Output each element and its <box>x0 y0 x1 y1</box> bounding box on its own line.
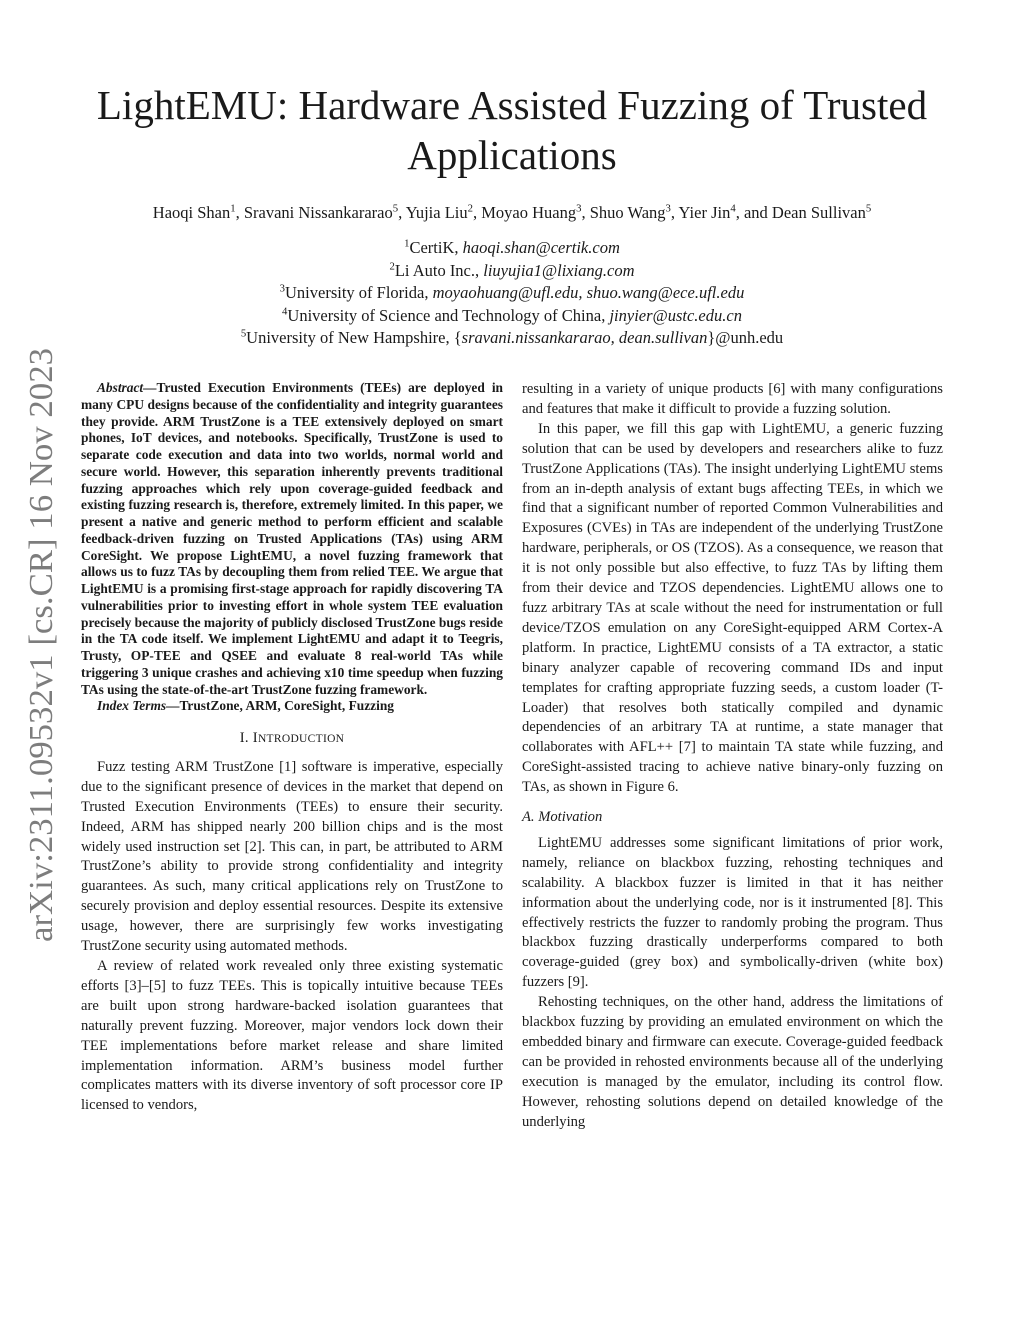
paper-title: LightEMU: Hardware Assisted Fuzzing of Trusted Applications <box>96 82 928 178</box>
body-paragraph: resulting in a variety of unique products [6] with many configurations and features that make it difficult to provide a fuzzing solution. <box>522 381 943 417</box>
index-terms-label: Index Terms— <box>97 698 180 714</box>
email-link[interactable]: moyaohuang@ufl.edu, shuo.wang@ece.ufl.edu <box>432 283 745 302</box>
affiliation: $^2$Li Auto Inc., liuyujia1@lixiang.com <box>389 260 635 280</box>
email-link[interactable]: jinyier@ustc.edu.cn <box>609 305 742 325</box>
author: Yujia Liu <box>405 203 468 222</box>
author-affil-mark: 5 <box>392 202 399 215</box>
abstract <box>81 380 503 698</box>
affiliation: $^1$CertiK, haoqi.shan@certik.com <box>404 237 620 257</box>
body-paragraph: Rehosting techniques, on the other hand, address the limitations of blackbox fuzzing by providing an emulated environment on which the embedded binary and firmware can execute. Coverage-guided feedback can be provided in rehosted environments because all of the underlying execution is managed by the emulator, including its control flow. However, rehosting solutions depend on detailed knowledge of the underlying <box>522 994 943 1130</box>
author-affil-mark: 4 <box>730 202 736 215</box>
body-paragraph: Fuzz testing ARM TrustZone [1] software is imperative, especially due to the significant presence of devices in the market that depend on Trusted Execution Environments (TEEs) to ensure their security. Indeed, ARM has shipped nearly 200 billion chips and is the most widely used instruction set [2]. This can, in part, be attributed to ARM TrustZone’s ability to provide strong confidentiality and integrity guarantees. As such, many critical applications rely on TrustZone to securely provision and deploy essential resources. Despite its extensive usage, however, there are surprisingly few works investigating TrustZone security using automated methods. <box>81 758 503 955</box>
author: Dean Sullivan <box>771 203 866 222</box>
abstract-label: Abstract— <box>97 380 157 395</box>
email-link[interactable]: sravani.nissankararao, dean.sullivan <box>461 328 708 347</box>
index-terms <box>81 698 503 715</box>
author: Sravani Nissankararao <box>243 203 393 222</box>
arxiv-identifier <box>10 346 66 942</box>
author-affil-mark: 2 <box>467 202 473 215</box>
author-affil-mark: 3 <box>576 202 582 215</box>
abstract-text: Trusted Execution Environments (TEEs) are deployed in many CPU designs because of the confidentiality and integrity guarantees they provide. ARM TrustZone is a TEE extensively deployed on smart phones, IoT devices, and notebooks. Specifically, TrustZone is used to separate code execution and data into two worlds, normal world and secure world. However, this separation inherently prevents traditional fuzzing approaches which rely upon coverage-guided feedback and existing fuzzing research is, therefore, extremely limited. In this paper, we present a native and generic method to perform efficient and scalable feedback-driven fuzzing on Trusted Applications (TAs) using ARM CoreSight. We propose LightEMU, a novel fuzzing framework that allows us to fuzz TAs by decoupling them from relied TEE. We argue that LightEMU is a promising first-stage approach for rapidly discovering TA vulnerabilities prior to investing effort in whole system TEE evaluation precisely because the majority of publicly disclosed TrustZone bugs reside in the TA code itself. We implement LightEMU and adapt it to Teegris, Trusty, OP-TEE and QSEE and evaluate 8 real-world TAs while triggering 3 unique crashes and achieving x10 time speedup when fuzzing TAs using the state-of-the-art TrustZone fuzzing framework. <box>81 380 503 697</box>
arxiv-id-text: arXiv:2311.09532v1 [cs.CR] 16 Nov 2023 <box>23 361 60 942</box>
right-column <box>522 380 943 1133</box>
author-affil-mark: 3 <box>665 202 671 215</box>
email-link[interactable]: liuyujia1@lixiang.com <box>483 260 635 280</box>
body-paragraph: A review of related work revealed only three existing systematic efforts [3]–[5] to fuzz TEEs. This is topically intuitive because TEEs are built upon strong hardware-backed isolation guarantees that naturally prevent fuzzing. Moreover, major vendors lock down their TEE implementations before market release and share limited implementation information. ARM’s business model further complicates matters with its diverse inventory of soft processor core IP licensed to vendors, <box>81 957 503 1114</box>
author: Yier Jin <box>678 203 731 222</box>
affiliation: $^4$University of Science and Technology of China, jinyier@ustc.edu.cn <box>282 305 742 325</box>
affiliation: $^5$University of New Hampshire, {sravani.nissankararao, dean.sullivan}@unh.edu <box>240 327 784 347</box>
author-affil-mark: 1 <box>230 202 236 215</box>
index-terms-text: TrustZone, ARM, CoreSight, Fuzzing <box>179 698 394 714</box>
body-paragraph: LightEMU addresses some significant limitations of prior work, namely, reliance on blackbox fuzzing, rehosting techniques and scalability. A blackbox fuzzer is limited in that it has neither information about the underlying code, nor is it instrumented [8]. This effectively restricts the fuzzer to randomly probing the program. Thus blackbox fuzzing drastically underperforms compared to both coverage-guided (grey box) and symbolically-driven (white box) fuzzers [9]. <box>522 834 943 991</box>
subsection-heading-motivation: A. Motivation <box>522 809 603 826</box>
email-link[interactable]: haoqi.shan@certik.com <box>462 238 620 257</box>
author: Haoqi Shan <box>152 203 231 222</box>
affiliation: $^3$University of Florida, moyaohuang@ufl.edu, shuo.wang@ece.ufl.edu <box>279 282 745 302</box>
body-paragraph: In this paper, we fill this gap with LightEMU, a generic fuzzing solution that can be used by developers and researchers alike to fuzz TrustZone Applications (TAs). The insight underlying LightEMU stems from an in-depth analysis of extant bugs affecting TEEs, in which we find that a significant number of reported Common Vulnerabilities and Exposures (CVEs) in TAs are independent of the underlying TrustZone hardware, peripherals, or OS (TZOS). As a consequence, we reason that it is not only possible but also effective, to fuzz TAs by lifting them from their device and TZOS dependencies. LightEMU allows one to fuzz arbitrary TAs at scale without the need for instrumentation or full device/TZOS emulation on any CoreSight-equipped ARM Cortex-A platform. In practice, LightEMU consists of a TA extractor, a static binary analyzer capable of recovering command IDs and input templates for crafting appropriate fuzzing seeds, a custom loader (T-Loader) that resolves both statically compiled and dynamic dependencies of an arbitrary TA at runtime, a state manager that collaborates with AFL++ [7] to maintain TA state while fuzzing, and CoreSight-assisted tracing to achieve native binary-only fuzzing on TAs, as shown in Figure 6. <box>522 420 943 796</box>
author-affil-mark: 5 <box>865 202 872 215</box>
left-column <box>81 380 503 1116</box>
section-heading-introduction: I. INTRODUCTION <box>239 730 345 746</box>
author-list: Haoqi Shan$^1$, Sravani Nissankararao$^5$, Yujia Liu$^2$, Moyao Huang$^3$, Shuo Wang$^3$, Yier Jin$^4$, and Dean Sullivan$^5$ <box>152 202 872 222</box>
author: Moyao Huang <box>481 203 577 222</box>
affiliation-list <box>80 237 944 350</box>
author: Shuo Wang <box>589 203 666 222</box>
